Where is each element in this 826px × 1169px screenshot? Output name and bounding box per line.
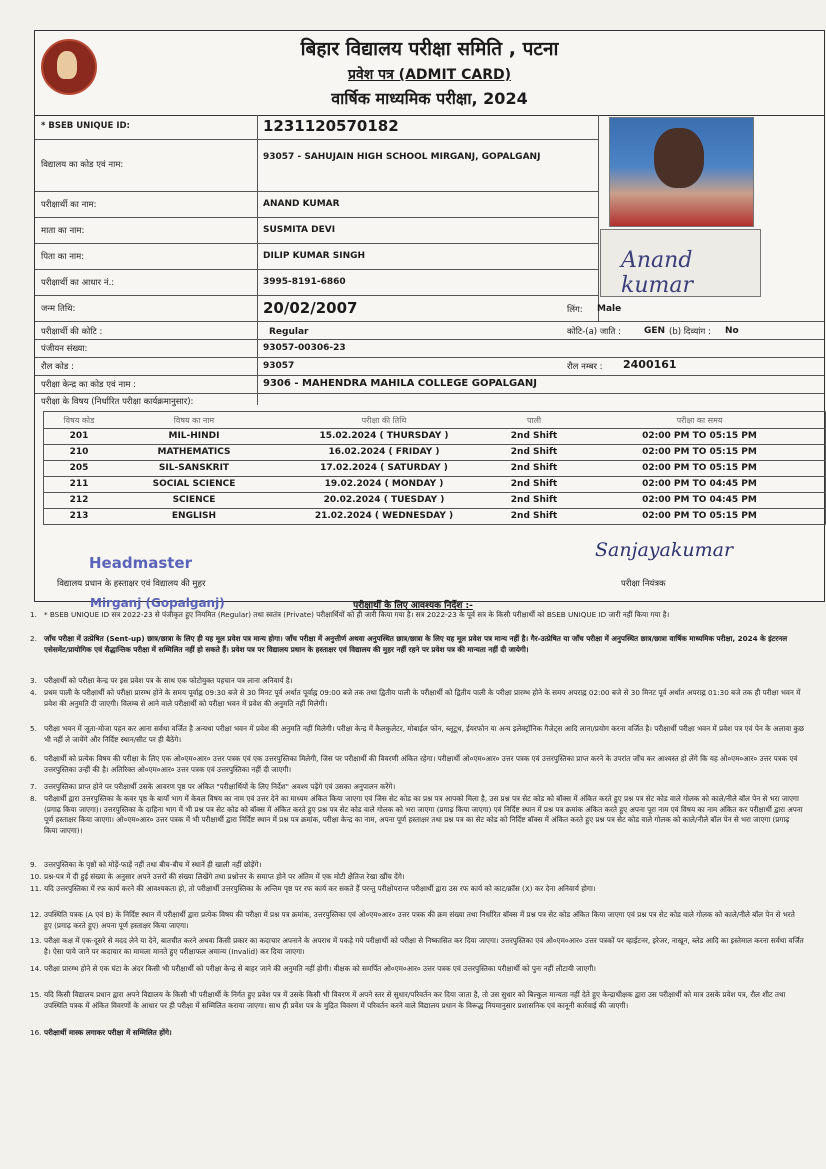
- divider: [35, 357, 824, 358]
- gender-value: Male: [597, 304, 622, 314]
- dob-value: 20/02/2007: [263, 299, 358, 317]
- subject-time: 02:00 PM TO 05:15 PM: [642, 463, 757, 473]
- subject-name: MATHEMATICS: [157, 447, 231, 457]
- subjects-label: परीक्षा के विषय (निर्धारित परीक्षा कार्यक्रमानुसार):: [41, 397, 194, 407]
- aadhar-label: परीक्षार्थी का आधार नं.:: [41, 278, 115, 288]
- header-time: परीक्षा का समय: [676, 416, 723, 425]
- category-value: Regular: [269, 327, 309, 337]
- uid-row: [35, 115, 598, 140]
- subjects-header-row: [44, 412, 825, 429]
- divider: [598, 115, 599, 321]
- caste-label: कोटि-(a) जाति :: [567, 327, 621, 337]
- subject-date: 17.02.2024 ( SATURDAY ): [320, 463, 448, 473]
- mother-value: SUSMITA DEVI: [263, 225, 336, 235]
- divider: [35, 321, 824, 322]
- card-header: [35, 31, 824, 116]
- table-row: [44, 428, 825, 445]
- table-row: [44, 460, 825, 477]
- header-date: परीक्षा की तिथि: [361, 416, 407, 425]
- name-row: [35, 191, 598, 218]
- board-name: बिहार विद्यालय परीक्षा समिति , पटना: [300, 38, 559, 60]
- controller-signature: Sanjayakumar: [595, 539, 734, 561]
- headmaster-sign-label: विद्यालय प्रधान के हस्ताक्षर एवं विद्यालय की मुहर: [57, 579, 206, 589]
- subject-code: 210: [69, 447, 89, 457]
- subject-shift: 2nd Shift: [510, 511, 558, 521]
- subject-time: 02:00 PM TO 05:15 PM: [642, 447, 757, 457]
- category-label: परीक्षार्थी की कोटि :: [41, 327, 103, 337]
- subjects-table: [43, 411, 826, 525]
- father-value: DILIP KUMAR SINGH: [263, 251, 366, 261]
- place-stamp: Mirganj (Gopalganj): [90, 596, 225, 610]
- uid-value: 1231120570182: [263, 117, 399, 135]
- dob-label: जन्म तिथि:: [41, 304, 76, 314]
- photo-face: [654, 128, 704, 188]
- table-row: [44, 492, 825, 509]
- school-value: 93057 - SAHUJAIN HIGH SCHOOL MIRGANJ, GOPALGANJ: [263, 152, 541, 162]
- admit-card-title: प्रवेश पत्र (ADMIT CARD): [347, 67, 512, 83]
- table-row: [44, 444, 825, 461]
- subject-shift: 2nd Shift: [510, 447, 558, 457]
- roll-code-value: 93057: [263, 361, 295, 371]
- aadhar-row: [35, 269, 598, 296]
- subject-date: 19.02.2024 ( MONDAY ): [324, 479, 444, 489]
- dob-row: [35, 295, 598, 322]
- mother-row: [35, 217, 598, 244]
- subject-name: SIL-SANSKRIT: [158, 463, 230, 473]
- subject-time: 02:00 PM TO 04:45 PM: [642, 495, 757, 505]
- subject-date: 21.02.2024 ( WEDNESDAY ): [314, 511, 454, 521]
- school-label: विद्यालय का कोड एवं नाम:: [41, 160, 124, 170]
- subject-code: 212: [69, 495, 89, 505]
- reg-label: पंजीयन संख्या:: [41, 344, 88, 354]
- subject-date: 20.02.2024 ( TUESDAY ): [323, 495, 445, 505]
- admit-card: [34, 30, 825, 602]
- subject-code: 211: [69, 479, 89, 489]
- subject-date: 15.02.2024 ( THURSDAY ): [319, 431, 449, 441]
- uid-label: * BSEB UNIQUE ID:: [41, 121, 130, 131]
- subject-date: 16.02.2024 ( FRIDAY ): [328, 447, 440, 457]
- subject-name: ENGLISH: [171, 511, 217, 521]
- gender-label: लिंग:: [567, 305, 583, 315]
- centre-value: 9306 - MAHENDRA MAHILA COLLEGE GOPALGANJ: [263, 378, 538, 389]
- subject-time: 02:00 PM TO 04:45 PM: [642, 479, 757, 489]
- subject-shift: 2nd Shift: [510, 431, 558, 441]
- header-code: विषय कोड: [63, 416, 95, 425]
- table-row: [44, 476, 825, 493]
- mother-label: माता का नाम:: [41, 226, 85, 236]
- name-value: ANAND KUMAR: [263, 199, 340, 209]
- subject-time: 02:00 PM TO 05:15 PM: [642, 511, 757, 521]
- caste-value: GEN: [644, 326, 666, 336]
- subject-shift: 2nd Shift: [510, 495, 558, 505]
- subject-code: 213: [69, 511, 89, 521]
- aadhar-value: 3995-8191-6860: [263, 277, 346, 287]
- table-row: [44, 508, 825, 524]
- reg-value: 93057-00306-23: [263, 343, 346, 353]
- divyang-value: No: [725, 326, 739, 336]
- candidate-signature: [600, 229, 761, 297]
- roll-no-value: 2400161: [623, 358, 677, 371]
- subject-code: 201: [69, 431, 89, 441]
- candidate-photo: [609, 117, 754, 227]
- divyang-label: (b) दिव्यांग :: [669, 327, 711, 337]
- divider: [35, 339, 824, 340]
- roll-no-label: रौल नम्बर :: [567, 362, 603, 372]
- school-row: [35, 139, 598, 192]
- subject-time: 02:00 PM TO 05:15 PM: [642, 431, 757, 441]
- exam-title: वार्षिक माध्यमिक परीक्षा, 2024: [331, 89, 528, 108]
- headmaster-stamp: Headmaster: [89, 554, 193, 572]
- subject-code: 205: [69, 463, 89, 473]
- roll-code-label: रौल कोड :: [41, 362, 74, 372]
- header-shift: पाली: [526, 416, 542, 425]
- subject-shift: 2nd Shift: [510, 463, 558, 473]
- subject-name: SCIENCE: [172, 495, 216, 505]
- name-label: परीक्षार्थी का नाम:: [41, 200, 97, 210]
- divider: [35, 375, 824, 376]
- centre-label: परीक्षा केन्द्र का कोड एवं नाम :: [41, 380, 136, 390]
- instructions-title: परीक्षार्थी के लिए आवश्यक निर्देश :-: [353, 601, 473, 611]
- controller-label: परीक्षा नियंत्रक: [621, 579, 666, 589]
- subject-shift: 2nd Shift: [510, 479, 558, 489]
- father-row: [35, 243, 598, 270]
- divider: [35, 393, 824, 394]
- subject-name: SOCIAL SCIENCE: [152, 479, 236, 489]
- father-label: पिता का नाम:: [41, 252, 85, 262]
- header-name: विषय का नाम: [173, 416, 215, 425]
- signature-text: Anand kumar: [621, 248, 693, 298]
- subject-name: MIL-HINDI: [168, 431, 220, 441]
